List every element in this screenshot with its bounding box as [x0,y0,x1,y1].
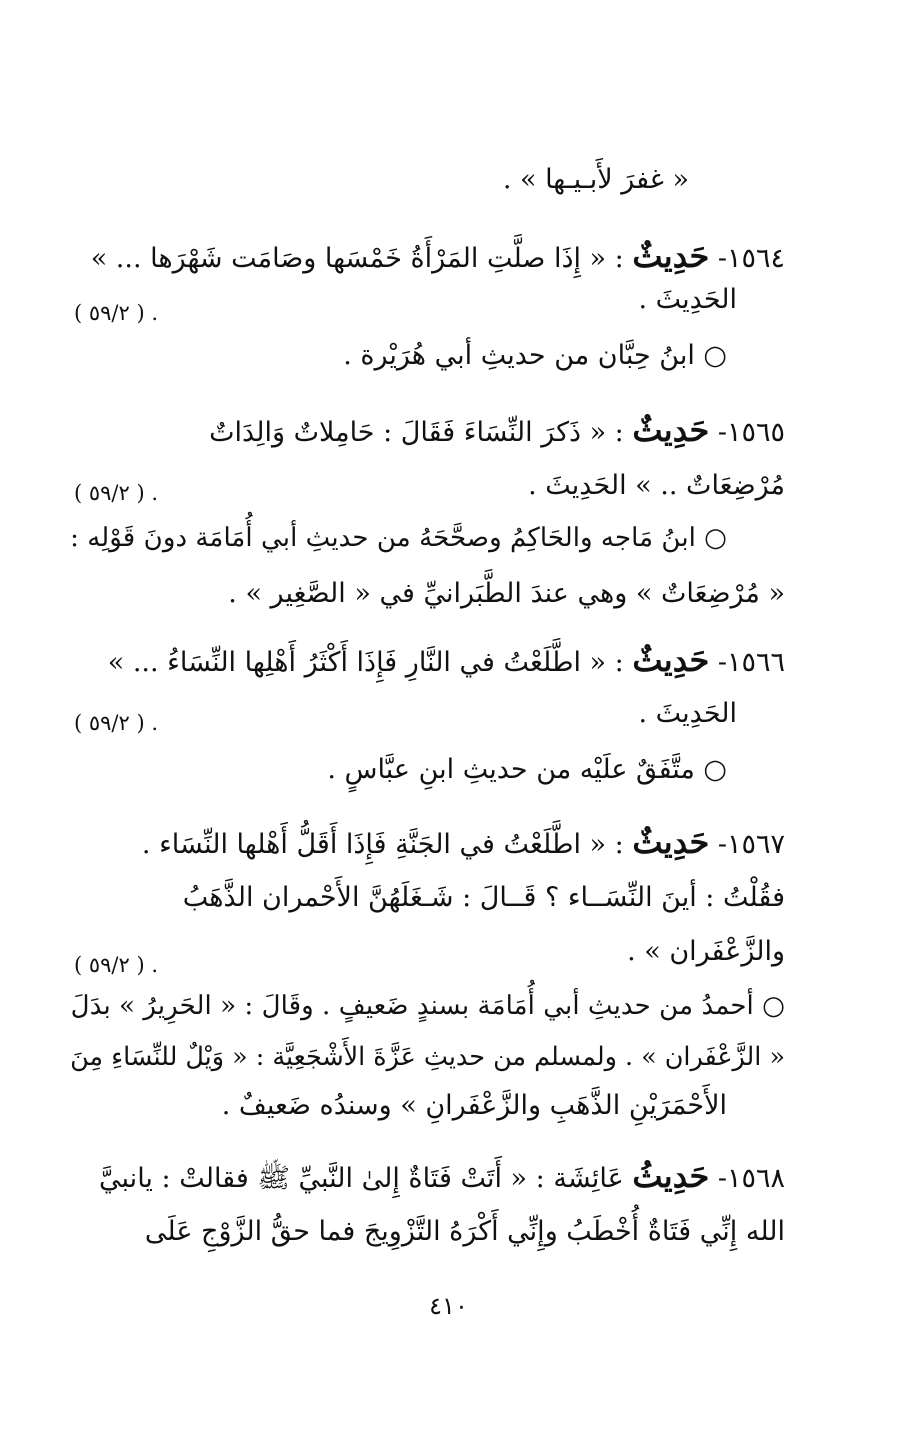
hadith-source-note: ○ ابنُ حِبَّان من حديثِ أبي هُرَيْرة . [343,340,727,371]
entry-text: : « اطَّلَعْتُ في النَّارِ فَإِذَا أَكْثَرُ أَهْلِها النِّسَاءُ ... » [107,647,624,678]
entry-text: : « ذَكرَ النِّسَاءَ فَقَالَ : حَامِلاتٌ وَالِدَاتٌ [209,417,624,448]
hadith-keyword: حَدِيثٌ [632,411,710,449]
hadith-entry-1567-line2: فقُلْتُ : أينَ النِّسَــاء ؟ قَــالَ : شَـغَلَهُنَّ الأَحْمران الذَّهَبُ [182,882,785,913]
volume-page-reference: . ( ٥٩/٢ ) [74,711,159,735]
hadith-keyword: حَدِيثُ [632,1157,710,1195]
hadith-keyword: حَدِيثٌ [632,823,710,861]
hadith-keyword: حَدِيثٌ [632,641,710,679]
entry-number: ١٥٦٧- [717,829,785,860]
hadith-entry-1567-line3: والزَّعْفَران » . [627,936,785,967]
entry-number: ١٥٦٦- [717,647,785,678]
entry-number: ١٥٦٤- [717,243,785,274]
hadith-source-note-line3: الأَحْمَرَيْنِ الذَّهَبِ والزَّعْفَرانِ » وسندُه ضَعيفٌ . [221,1090,727,1121]
hadith-source-note-line1: ○ أحمدُ من حديثِ أبي أُمَامَة بسندٍ ضَعيفٍ . وقَالَ : « الحَرِيرُ » بدَلَ [70,991,785,1021]
hadith-entry-1567-line1 [142,822,785,865]
entry-text: : « اطَّلَعْتُ في الجَنَّةِ فَإِذَا أَقَلُّ أَهْلها النِّسَاء . [141,829,624,860]
volume-page-reference: . ( ٥٩/٢ ) [74,301,159,325]
hadith-entry-1568-line1 [99,1156,785,1199]
hadith-keyword: حَدِيثٌ [632,237,710,275]
hadith-entry-1566-line2: الحَدِيثَ . [638,698,737,729]
entry-text: عَائِشَة : « أَتَتْ فَتَاةٌ إِلىٰ النَّبيِّ ﷺ فقالتْ : يانبيَّ [99,1163,624,1194]
hadith-source-note-line2: « مُرْضِعَاتٌ » وهي عندَ الطَّبَرانيِّ في « الصَّغِير » . [228,578,785,609]
hadith-entry-1566-line1 [108,640,785,683]
continuation-line: « غفرَ لأَبـيـها » . [502,164,689,195]
entry-number: ١٥٦٥- [717,417,785,448]
hadith-entry-1565-line2: مُرْضِعَاتٌ .. » الحَدِيثَ . [528,470,785,501]
hadith-entry-1564-line1 [91,236,785,279]
entry-number: ١٥٦٨- [717,1163,785,1194]
hadith-entry-1565-line1 [209,410,785,453]
hadith-source-note: ○ متَّفَقٌ علَيْه من حديثِ ابنِ عبَّاسٍ . [327,754,727,785]
hadith-entry-1568-line2: الله إِنِّي فَتَاةٌ أُخْطَبُ وإِنِّي أَكْرَهُ التَّزْوِيجَ فما حقُّ الزَّوْجِ عَلَى [144,1216,785,1247]
volume-page-reference: . ( ٥٩/٢ ) [74,953,159,977]
hadith-entry-1564-line2: الحَدِيثَ . [638,284,737,315]
volume-page-reference: . ( ٥٩/٢ ) [74,481,159,505]
hadith-source-note-line2: « الزَّعْفَران » . ولمسلم من حديثِ عَزَّةَ الأَشْجَعِيَّة : « وَيْلٌ للنِّسَاءِ مِنَ [70,1041,785,1071]
page-number: ٤١٠ [429,1292,468,1320]
entry-text: : « إِذَا صلَّتِ المَرْأَةُ خَمْسَها وصَامَت شَهْرَها ... » [90,243,624,274]
hadith-source-note-line1: ○ ابنُ مَاجه والحَاكِمُ وصحَّحَهُ من حديثِ أبي أُمَامَة دونَ قَوْلِه : [70,523,727,553]
